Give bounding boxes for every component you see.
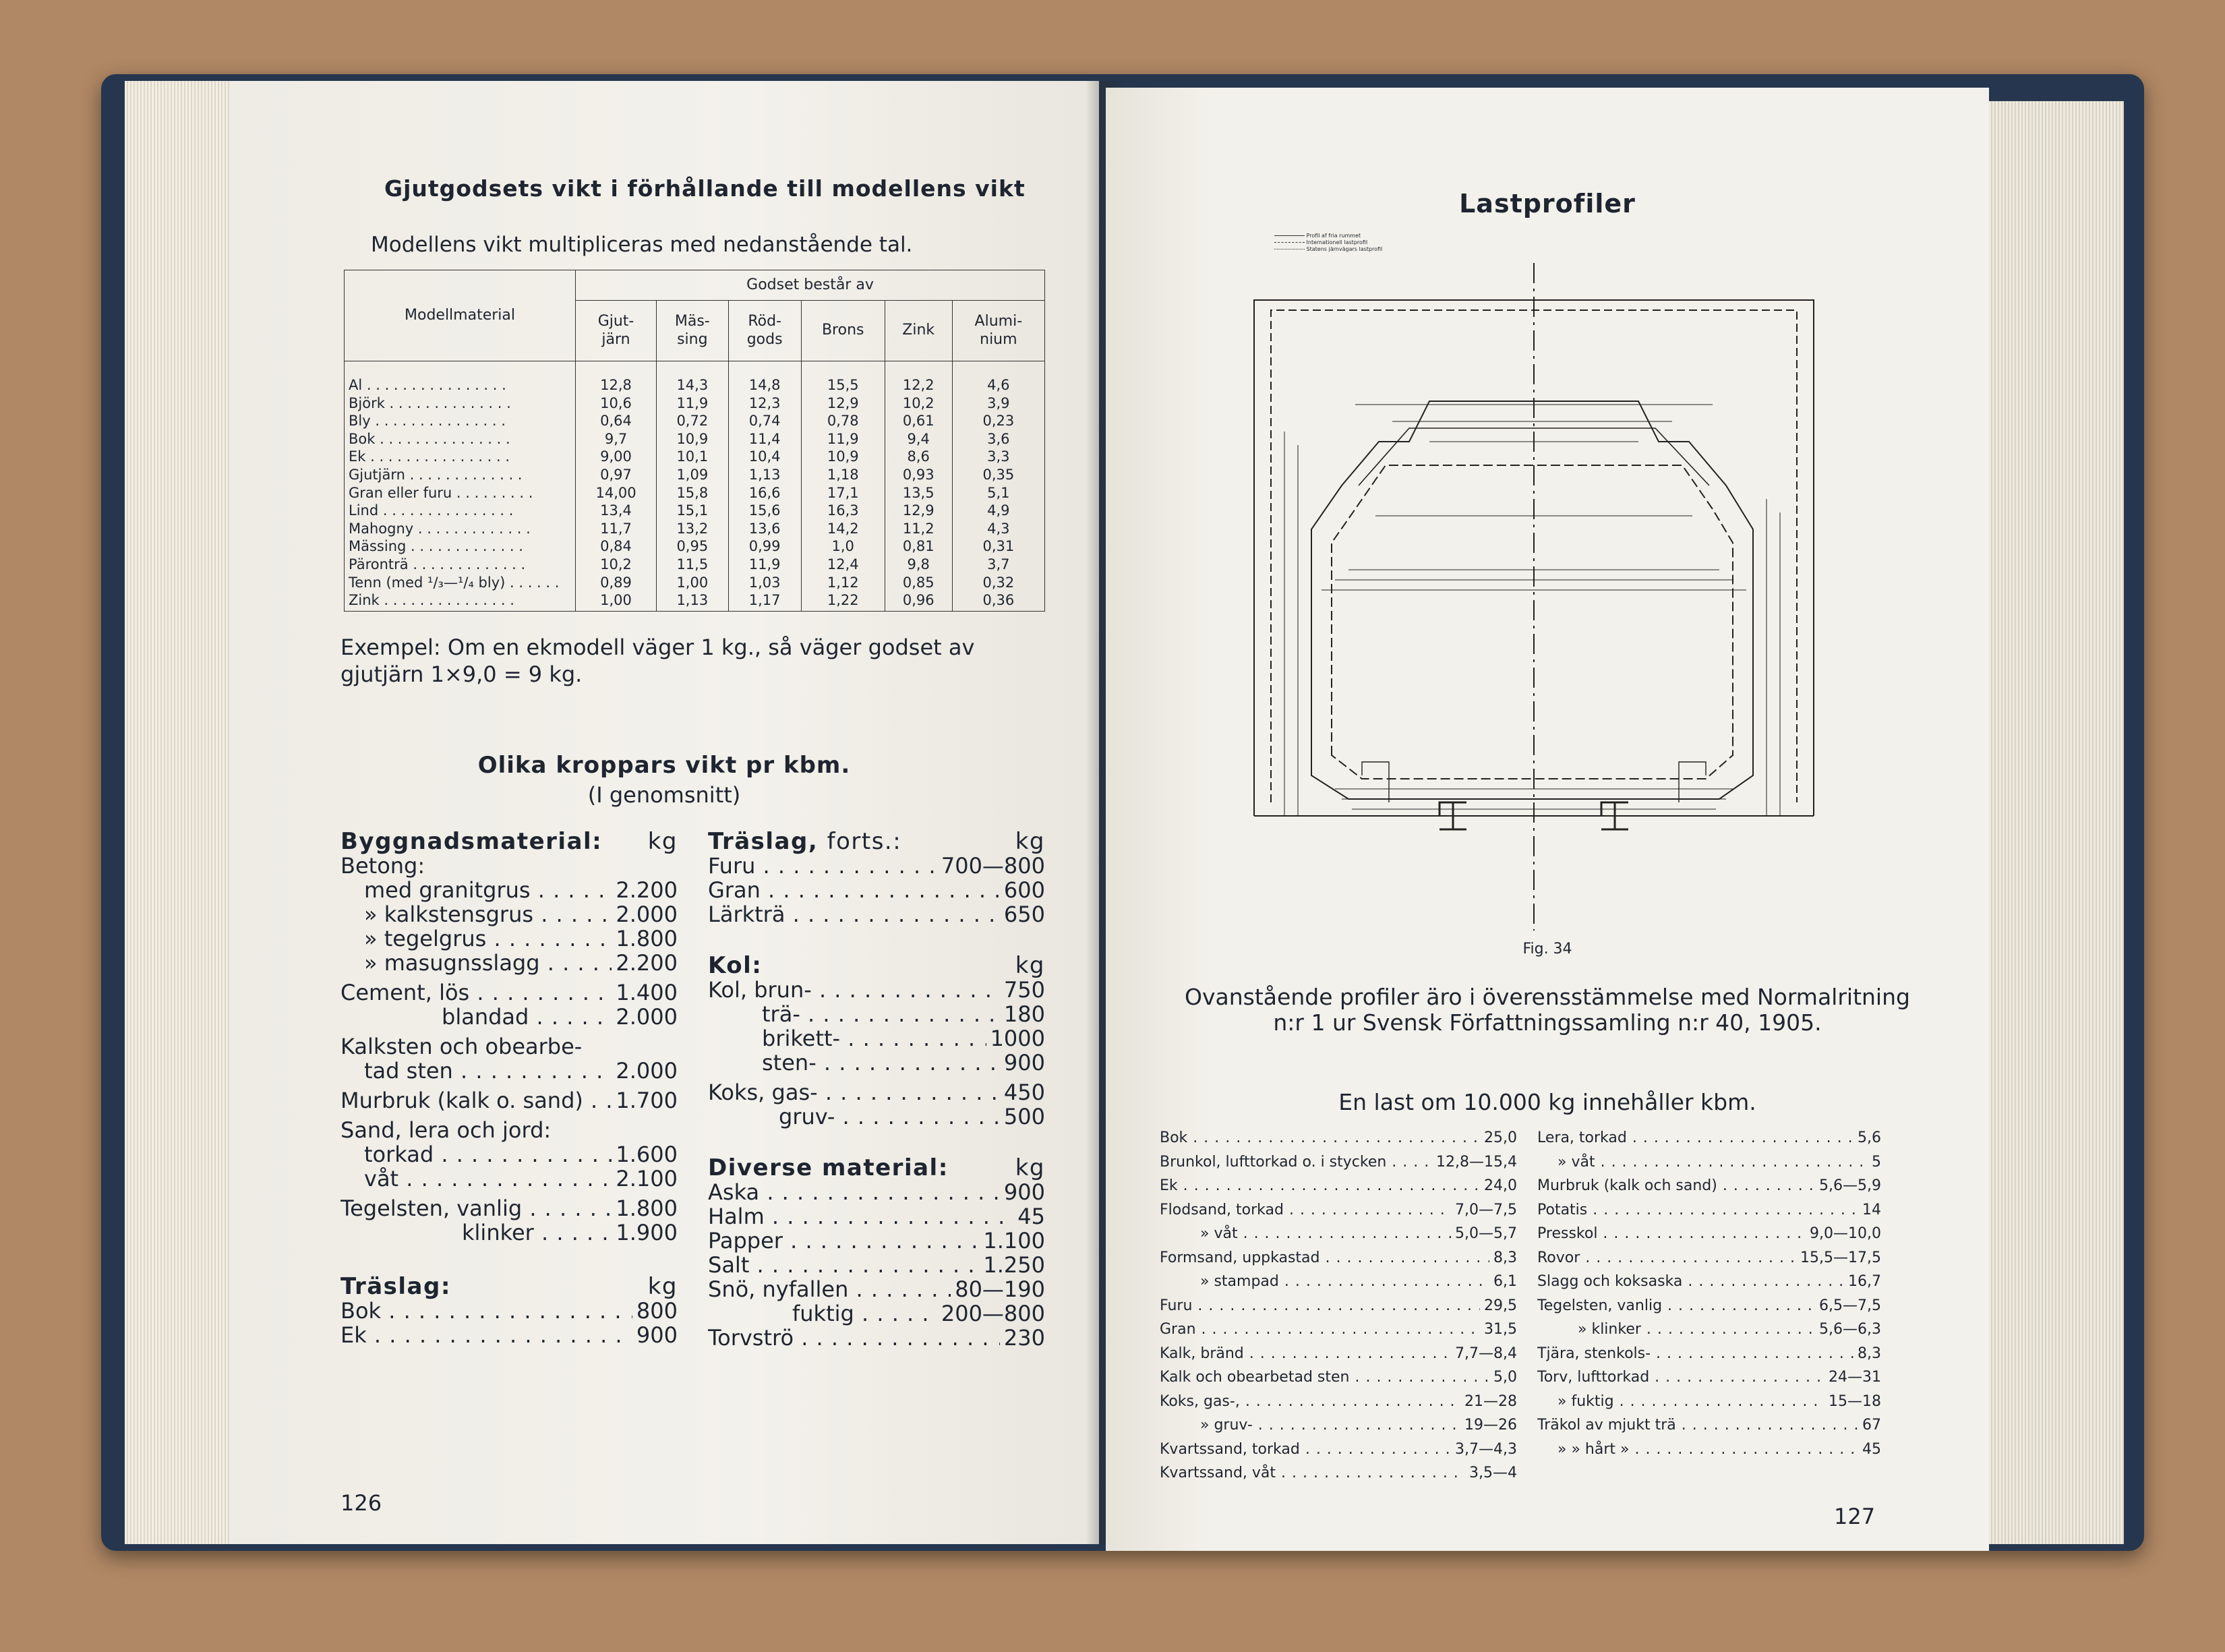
list-item: Betong: [340, 854, 425, 878]
left-page [229, 81, 1099, 1544]
density-col2 [708, 829, 1045, 1350]
row-header: Modellmaterial [345, 270, 576, 361]
list-item: » gruv- . . . 19—26 [1160, 1413, 1517, 1438]
traslag-forts-heading: Träslag, forts.: kg [708, 828, 1045, 855]
list-item: Bok . . . 800 [340, 1299, 678, 1323]
byggnad-heading: Byggnadsmaterial: kg [340, 828, 678, 855]
example-text: Exempel: Om en ekmodell väger 1 kg., så väger godset av gjutjärn 1×9,0 = 9 kg. [340, 635, 975, 687]
group-header: Godset består av [576, 270, 1045, 301]
list-item: Kvartssand, våt . . . 3,5—4 [1160, 1461, 1517, 1485]
list-item: » fuktig . . . 15—18 [1537, 1390, 1881, 1414]
list-item: Aska . . . 900 [708, 1180, 1045, 1204]
figure-legend: Profil af fria rummet Internationell lastprofil Statens järnvägars lastprofil [1274, 233, 1382, 253]
list-item: Murbruk (kalk och sand) . . . 5,6—5,9 [1537, 1174, 1881, 1198]
list-item: med granitgrus . . . 2.200 [340, 878, 678, 902]
list-item: Kalk och obearbetad sten . . . 5,0 [1160, 1365, 1517, 1390]
list-item: » kalkstensgrus . . . 2.000 [340, 902, 678, 926]
list-item: Murbruk (kalk o. sand) . . . 1.700 [340, 1088, 678, 1113]
volume-title: En last om 10.000 kg innehåller kbm. [1338, 1089, 1756, 1115]
page-number-left: 126 [340, 1490, 382, 1516]
list-item: Sand, lera och jord: [340, 1118, 552, 1142]
traslag-heading: Träslag: kg [340, 1273, 678, 1300]
list-item: Brunkol, lufttorkad o. i stycken . . . 12,8—15,4 [1160, 1150, 1517, 1175]
list-item: klinker . . . 1.900 [340, 1220, 678, 1245]
list-item: Cement, lös . . . 1.400 [340, 980, 678, 1005]
lastprofiler-title: Lastprofiler [1459, 189, 1636, 218]
density-subtitle: (I genomsnitt) [587, 782, 741, 808]
list-item: Ek . . . 900 [340, 1323, 678, 1347]
page-edges-right [1969, 101, 2124, 1544]
list-item: » stampad . . . 6,1 [1160, 1270, 1517, 1294]
list-item: trä- . . . 180 [708, 1002, 1045, 1026]
list-item: » våt . . . 5 [1537, 1150, 1881, 1175]
list-item: Tegelsten, vanlig . . . 6,5—7,5 [1537, 1294, 1881, 1318]
list-item: Kvartssand, torkad . . . 3,7—4,3 [1160, 1438, 1517, 1462]
col-values: 12,8 10,6 0,64 9,7 9,00 0,97 14,00 13,4 11,7 0,84 10,2 0,89 1,00 [576, 361, 657, 612]
page-edges-left [125, 81, 239, 1544]
list-item: Furu . . . 700—800 [708, 854, 1045, 878]
list-item: Tegelsten, vanlig . . . 1.800 [340, 1196, 678, 1220]
list-item: Formsand, uppkastad . . . 8,3 [1160, 1246, 1517, 1270]
list-item: Papper . . . 1.100 [708, 1229, 1045, 1253]
col-values: 4,6 3,9 0,23 3,6 3,3 0,35 5,1 4,9 4,3 0,31 3,7 0,32 0,36 [952, 361, 1044, 612]
list-item: » klinker . . . 5,6—6,3 [1537, 1318, 1881, 1342]
page-number-right: 127 [1834, 1504, 1876, 1529]
list-item: Kalksten och obearbe- [340, 1034, 583, 1059]
list-item: » våt . . . 5,0—5,7 [1160, 1222, 1517, 1246]
list-item: Gran . . . 31,5 [1160, 1318, 1517, 1342]
list-item: fuktig . . . 200—800 [708, 1301, 1045, 1326]
col-header: Zink [885, 301, 952, 361]
list-item: Lera, torkad . . . 5,6 [1537, 1126, 1881, 1150]
list-item: Flodsand, torkad . . . 7,0—7,5 [1160, 1198, 1517, 1222]
col-values: 12,2 10,2 0,61 9,4 8,6 0,93 13,5 12,9 11,2 0,81 9,8 0,85 0,96 [885, 361, 952, 612]
list-item: Ek . . . 24,0 [1160, 1174, 1517, 1198]
list-item: » » hårt » . . . 45 [1537, 1438, 1881, 1462]
profile-note: Ovanstående profiler äro i överensstämmelse med Normalritning n:r 1 ur Svensk Författningssamling n:r 40, 1905. [1185, 984, 1910, 1036]
kol-heading: Kol: kg [708, 952, 1045, 979]
list-item: Presskol . . . 9,0—10,0 [1537, 1222, 1881, 1246]
volume-col2 [1537, 1126, 1881, 1461]
list-item: tad sten . . . 2.000 [340, 1059, 678, 1083]
list-item: Koks, gas-, . . . 21—28 [1160, 1390, 1517, 1414]
list-item: Träkol av mjukt trä . . . 67 [1537, 1413, 1881, 1438]
row-names: Al . . . . . . . . . . . . . . . . Björk . . . . . . . . . . . . . . Bly . . . . . . . . . . . . . . . Bok . . . . . . . . . . . . . . . Ek . . . . . . . . . . . . . . . . Gjutjärn . . . . . . . . . . . . . Gran eller furu . . . . . . . . . Lind . . . . . . . . . . . . . . . Mahogny . . . . . . . . . . . . . Mässing . . . . . . . . . . . . . Päronträ . . . . . . . . . . . . . Tenn (med ¹/₃—¹/₄ bly) . . . . . . Zink . . . . . . . . . . . . . . . [345, 361, 576, 612]
list-item: Potatis . . . 14 [1537, 1198, 1881, 1222]
list-item: Kol, brun- . . . 750 [708, 978, 1045, 1002]
list-item: våt . . . 2.100 [340, 1167, 678, 1191]
col-header: Röd- gods [728, 301, 801, 361]
list-item: » tegelgrus . . . 1.800 [340, 926, 678, 951]
list-item: Rovor . . . 15,5—17,5 [1537, 1246, 1881, 1270]
figure-caption: Fig. 34 [1522, 941, 1572, 957]
list-item: Torvströ . . . 230 [708, 1326, 1045, 1350]
col-header: Brons [801, 301, 885, 361]
list-item: Snö, nyfallen . . . 80—190 [708, 1277, 1045, 1301]
right-page [1106, 88, 1989, 1551]
weight-title: Gjutgodsets vikt i förhållande till modellens vikt [384, 175, 1026, 202]
list-item: Furu . . . 29,5 [1160, 1294, 1517, 1318]
volume-col1 [1160, 1126, 1517, 1485]
col-header: Alumi- nium [952, 301, 1044, 361]
list-item: Kalk, bränd . . . 7,7—8,4 [1160, 1342, 1517, 1366]
list-item: sten- . . . 900 [708, 1051, 1045, 1075]
col-header: Gjut- järn [576, 301, 657, 361]
load-profile-diagram [1234, 263, 1841, 931]
list-item: Bok . . . 25,0 [1160, 1126, 1517, 1150]
diverse-heading: Diverse material: kg [708, 1154, 1045, 1181]
col-values: 15,5 12,9 0,78 11,9 10,9 1,18 17,1 16,3 14,2 1,0 12,4 1,12 1,22 [801, 361, 885, 612]
col-header: Mäs- sing [657, 301, 729, 361]
list-item: Lärkträ . . . 650 [708, 902, 1045, 926]
list-item: Gran . . . 600 [708, 878, 1045, 902]
density-col1 [340, 829, 678, 1347]
weight-table [344, 270, 1045, 612]
list-item: brikett- . . . 1000 [708, 1026, 1045, 1051]
list-item: » masugnsslagg . . . 2.200 [340, 951, 678, 975]
density-title: Olika kroppars vikt pr kbm. [477, 752, 851, 779]
col-values: 14,8 12,3 0,74 11,4 10,4 1,13 16,6 15,6 13,6 0,99 11,9 1,03 1,17 [728, 361, 801, 612]
list-item: Koks, gas- . . . 450 [708, 1080, 1045, 1104]
weight-subtitle: Modellens vikt multipliceras med nedanstående tal. [371, 233, 913, 257]
list-item: torkad . . . 1.600 [340, 1142, 678, 1167]
list-item: blandad . . . 2.000 [340, 1005, 678, 1029]
col-values: 14,3 11,9 0,72 10,9 10,1 1,09 15,8 15,1 13,2 0,95 11,5 1,00 1,13 [657, 361, 729, 612]
list-item: Torv, lufttorkad . . . 24—31 [1537, 1365, 1881, 1390]
list-item: Salt . . . 1.250 [708, 1253, 1045, 1277]
list-item: Slagg och koksaska . . . 16,7 [1537, 1270, 1881, 1294]
list-item: Halm . . . 45 [708, 1204, 1045, 1229]
list-item: gruv- . . . 500 [708, 1104, 1045, 1129]
list-item: Tjära, stenkols- . . . 8,3 [1537, 1342, 1881, 1366]
